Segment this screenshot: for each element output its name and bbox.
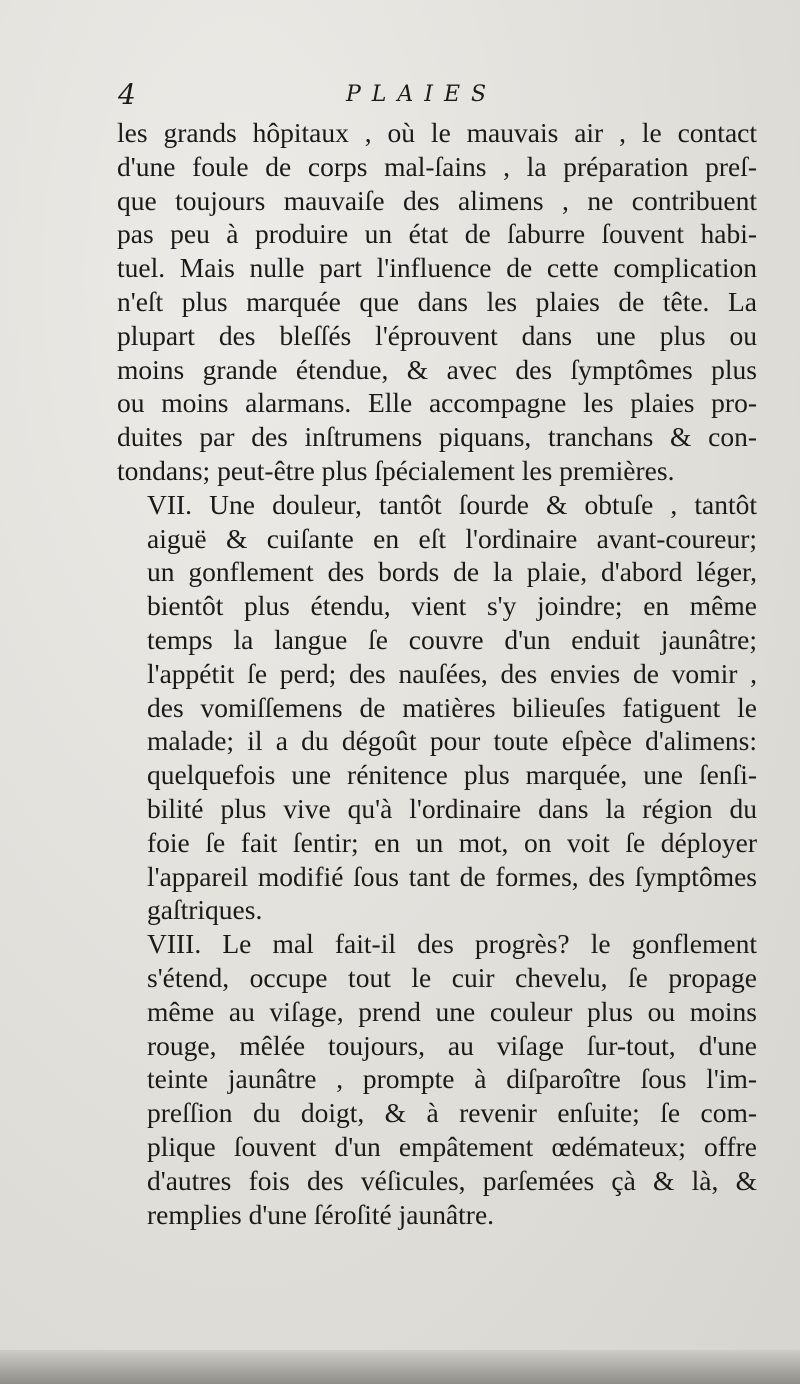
text-line: bilité plus vive qu'à l'ordinaire dans la région du — [147, 792, 757, 824]
text-line: plupart des bleſſés l'éprouvent dans une plus ou — [117, 319, 757, 351]
text-line: rouge, mêlée toujours, au viſage ſur-tout, d'une — [147, 1029, 757, 1061]
text-line: l'appareil modifié ſous tant de formes, des ſymptômes — [147, 860, 757, 892]
text-line: tondans; peut-être plus ſpécialement les premières. — [117, 454, 675, 486]
text-line: plique ſouvent d'un empâtement œdémateux; offre — [147, 1130, 757, 1162]
page-edge-shadow — [0, 1350, 800, 1384]
text-line: même au viſage, prend une couleur plus ou moins — [147, 995, 757, 1027]
text-line: temps la langue ſe couvre d'un enduit jaunâtre; — [147, 623, 757, 655]
text-line: bientôt plus étendu, vient s'y joindre; en même — [147, 590, 757, 622]
text-line: pas peu à produire un état de ſaburre ſouvent habi- — [117, 218, 757, 250]
text-line: tuel. Mais nulle part l'influence de cette complication — [117, 252, 757, 284]
text-line: les grands hôpitaux , où le mauvais air , le contact — [117, 117, 757, 148]
text-line: d'une foule de corps mal-ſains , la préparation preſ- — [117, 150, 757, 182]
paragraph — [117, 116, 757, 488]
text-line: preſſion du doigt, & à revenir enſuite; ſe com- — [147, 1097, 757, 1129]
text-line: malade; il a du dégoût pour toute eſpèce d'alimens: — [147, 725, 757, 757]
text-line: des vomiſſemens de matières bilieuſes fatiguent le — [147, 691, 757, 723]
text-line: VIII. Le mal fait-il des progrès? le gonflement — [147, 928, 757, 960]
text-line: s'étend, occupe tout le cuir chevelu, ſe propage — [147, 961, 757, 993]
paragraph — [117, 927, 757, 1231]
text-line: un gonflement des bords de la plaie, d'abord léger, — [147, 556, 757, 588]
text-line: moins grande étendue, & avec des ſymptômes plus — [117, 353, 757, 385]
text-line: VII. Une douleur, tantôt ſourde & obtuſe , tantôt — [147, 488, 757, 520]
text-line: duites par des inſtrumens piquans, tranchans & con- — [117, 421, 757, 453]
text-line: remplies d'une ſéroſité jaunâtre. — [147, 1198, 495, 1230]
text-line: aiguë & cuiſante en eſt l'ordinaire avant-coureur; — [147, 522, 757, 554]
text-line: foie ſe fait ſentir; en un mot, on voit ſe déployer — [147, 826, 757, 858]
text-line: quelquefois une rénitence plus marquée, une ſenſi- — [147, 759, 757, 791]
text-line: gaſtriques. — [147, 894, 263, 926]
text-line: ou moins alarmans. Elle accompagne les plaies pro- — [117, 387, 757, 419]
body-text — [117, 116, 757, 1231]
paragraph — [117, 488, 757, 927]
text-line: d'autres fois des véſicules, parſemées çà & là, & — [147, 1164, 757, 1196]
page-number: 4 — [118, 78, 136, 111]
text-line: n'eſt plus marquée que dans les plaies de tête. La — [117, 285, 757, 317]
running-title: PLAIES — [346, 82, 498, 107]
text-line: que toujours mauvaiſe des alimens , ne contribuent — [117, 184, 757, 216]
text-line: teinte jaunâtre , prompte à diſparoître ſous l'im- — [147, 1063, 757, 1095]
text-line: l'appétit ſe perd; des nauſées, des envies de vomir , — [147, 657, 757, 689]
page-header — [118, 78, 758, 112]
